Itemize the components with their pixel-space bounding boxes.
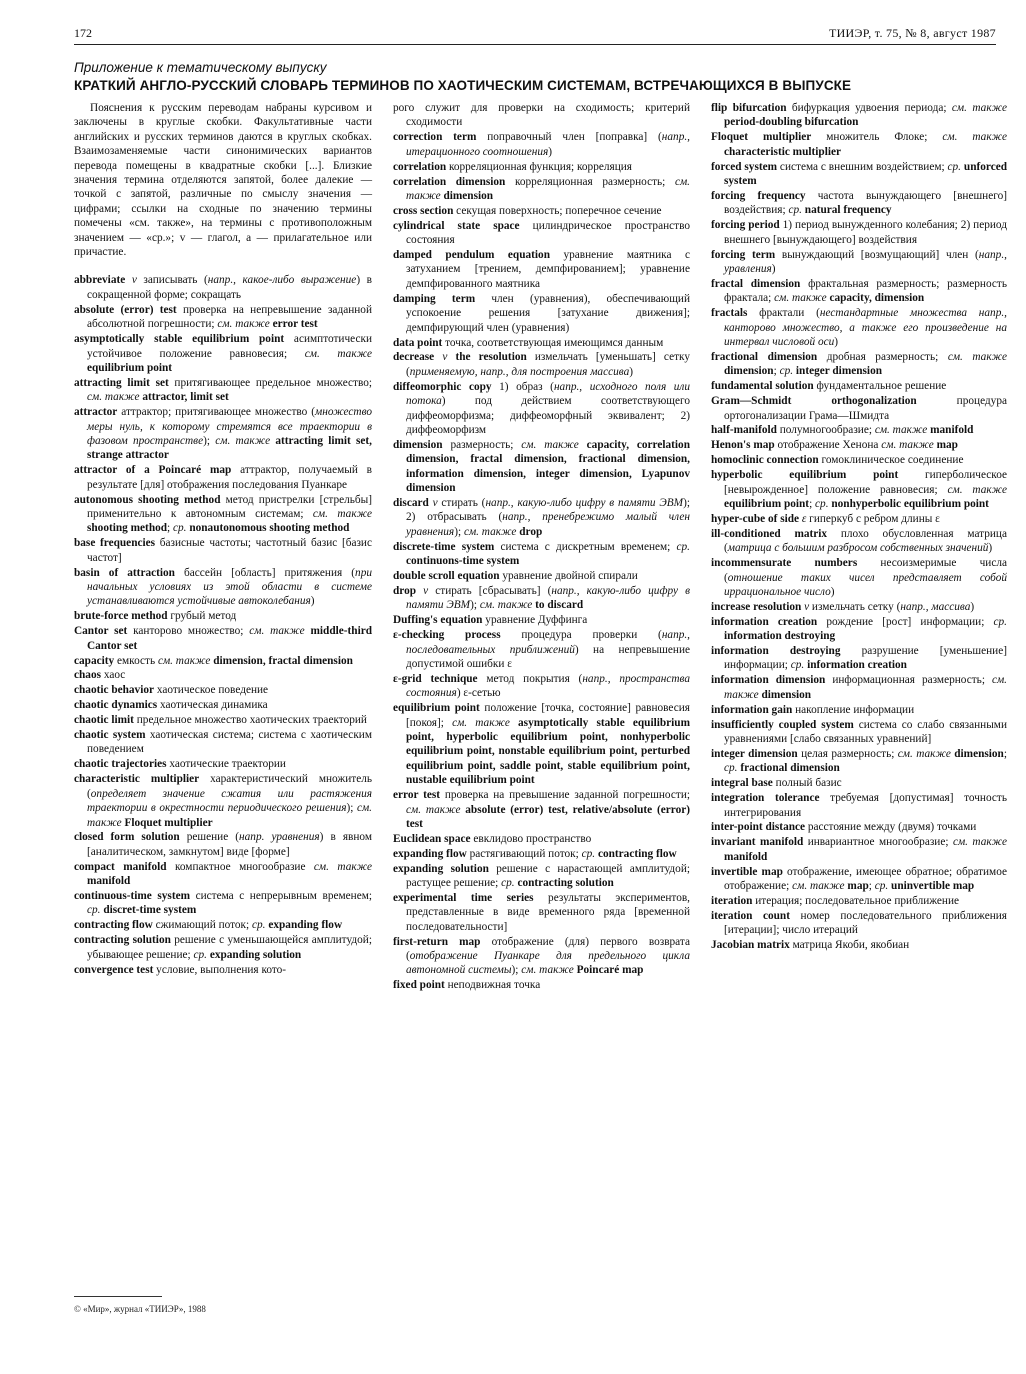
entry-translation: отображение Хенона см. также map: [774, 439, 958, 452]
glossary-entry: [711, 673, 1007, 702]
entry-translation: проверка на превышение заданной погрешности; см. также absolute (error) test, relative/absolute (error) test: [406, 789, 691, 830]
entry-translation: характеристический множитель (определяет значение сжатия или растяжения траектории в окрестности периодического решения); см. также Floquet multiplier: [87, 773, 373, 829]
entry-term: forcing frequency: [711, 189, 806, 202]
glossary-entry: [711, 894, 1007, 908]
entry-term: attracting limit set: [74, 376, 169, 389]
entry-term: fractals: [711, 307, 748, 320]
entry-translation: номер последовательного приближения [итерации]; число итераций: [724, 909, 1007, 937]
entry-term: Gram—Schmidt orthogonalization: [711, 395, 917, 408]
entry-term: correlation dimension: [393, 175, 506, 188]
entry-translation: матрица Якоби, якобиан: [789, 939, 910, 952]
glossary-entry: [74, 376, 372, 405]
entry-term: hyper-cube of side: [711, 512, 800, 525]
footnote-rule: [74, 1296, 162, 1297]
entry-term: hyperbolic equilibrium point: [711, 469, 899, 482]
glossary-entry: [711, 438, 1007, 452]
entry-translation: поправочный член [поправка] (напр., итерационного соотношения): [406, 131, 690, 158]
glossary-entry: [74, 332, 372, 375]
entry-translation: грубый метод: [167, 610, 237, 623]
entry-term: data point: [393, 336, 443, 349]
glossary-entry: [74, 624, 372, 653]
entry-translation: притягивающее предельное множество; см. также attractor, limit set: [87, 376, 372, 404]
entry-translation: условие, выполнения кото-: [153, 963, 287, 976]
glossary-entry: [711, 835, 1007, 864]
entry-term: damped pendulum equation: [393, 249, 550, 262]
entry-term: integer dimension: [711, 747, 798, 760]
entry-term: abbreviate: [74, 274, 126, 287]
entry-term: forcing period: [711, 219, 780, 232]
entry-translation: итерация; последовательное приближение: [752, 894, 960, 907]
entry-translation: несоизмеримые числа (отношение таких чисел представляет собой иррациональное число): [724, 557, 1007, 598]
glossary-entry: [74, 963, 372, 977]
glossary-entry: [393, 832, 690, 846]
glossary-entry: [393, 219, 690, 248]
entry-translation: накопление информации: [792, 703, 915, 716]
glossary-entry: [393, 935, 690, 978]
entry-translation: корреляционная функция; корреляция: [446, 160, 632, 173]
entry-translation: разрушение [уменьшение] информации; ср. information creation: [724, 645, 1007, 672]
entry-translation: гомоклиническое соединение: [818, 454, 964, 467]
entry-translation: рого служит для проверки на сходимость; критерий сходимости: [393, 102, 690, 129]
entry-term: chaotic behavior: [74, 684, 155, 697]
entry-translation: требуемая [допустимая] точность интегрирования: [724, 792, 1007, 819]
entry-translation: измельчать сетку (напр., массива): [809, 600, 975, 613]
entry-term: attractor: [74, 406, 118, 419]
glossary-entry: [74, 728, 372, 757]
glossary-entry: [711, 468, 1007, 511]
entry-term: continuous-time system: [74, 890, 191, 903]
entry-translation: гиперкуб с ребром длины ε: [806, 512, 940, 525]
glossary-entry: [711, 130, 1007, 159]
glossary-entry: [74, 933, 372, 962]
glossary-entry: [711, 350, 1007, 379]
entry-translation: хаос: [101, 669, 126, 682]
entry-term: capacity: [74, 654, 115, 667]
entry-translation: процедура проверки (напр., последовательных приближений) на непревышение допустимой ошибки ε: [406, 629, 691, 670]
entry-term: integral base: [711, 777, 773, 790]
glossary-entry: [393, 438, 690, 496]
entry-term: fractal dimension: [711, 277, 801, 290]
column-2: [393, 101, 690, 993]
glossary-entry: [74, 463, 372, 492]
glossary-entry: [393, 101, 690, 130]
grammar-mark: v: [423, 584, 429, 597]
entry-term: absolute (error) test: [74, 303, 177, 316]
entry-translation: записывать (напр., какое-либо выражение) в сокращенной форме; сокращать: [87, 274, 372, 301]
entry-translation: растягивающий поток; ср. contracting flow: [466, 847, 677, 860]
entry-translation: полный базис: [772, 777, 842, 790]
glossary-entry: [711, 600, 1007, 614]
entry-term: double scroll equation: [393, 570, 500, 582]
glossary-entry: [711, 453, 1007, 467]
glossary-entry: [74, 493, 372, 536]
entry-translation: канторово множество; см. также middle-third Cantor set: [87, 625, 373, 652]
glossary-entry: [711, 423, 1007, 437]
entry-term: discrete-time system: [393, 540, 495, 553]
glossary-entry: [393, 540, 690, 569]
entry-translation: положение [точка, состояние] равновесия [покоя]; см. также asymptotically stable equilibrium point, hyperbolic equilibrium point, nonhyperbolic equilibrium point, nonstable equilibrium point, perturbed equilibrium point, saddle point, stable equilibrium point, nustable equilibrium point: [406, 702, 690, 787]
glossary-entry: [74, 654, 372, 668]
entry-term: Duffing's equation: [393, 614, 483, 627]
entries-column-1: [74, 273, 372, 977]
entry-term: diffeomorphic copy: [393, 380, 492, 393]
column-1: [74, 101, 372, 977]
entry-translation: асимптотически устойчивое положение равновесия; см. также equilibrium point: [87, 333, 372, 374]
entry-term: fundamental solution: [711, 380, 814, 393]
entry-term: Floquet multiplier: [711, 131, 812, 144]
entry-term: experimental time series: [393, 891, 534, 904]
entry-translation: неподвижная точка: [444, 979, 541, 992]
entry-translation: фундаментальное решение: [813, 380, 947, 393]
entry-translation: хаотическая система; система с хаотическим поведением: [87, 729, 372, 756]
glossary-entry: [711, 791, 1007, 820]
glossary-entry: [74, 273, 372, 302]
grammar-mark: v: [432, 496, 438, 509]
entry-translation: стирать [сбрасывать] (напр., какую-либо цифру в памяти ЭВМ); см. также to discard: [406, 584, 690, 612]
glossary-entry: [711, 394, 1007, 423]
entry-translation: аттрактор, получаемый в результате [для] отображения последования Пуанкаре: [87, 464, 372, 491]
entry-term: decrease: [393, 351, 435, 364]
entry-term: cylindrical state space: [393, 219, 520, 232]
entry-translation: уравнение Дуффинга: [482, 614, 588, 627]
entry-term: information destroying: [711, 645, 841, 658]
glossary-entry: [393, 130, 690, 159]
entry-translation: процедура ортогонализации Грама—Шмидта: [724, 395, 1007, 422]
entry-translation: система с внешним воздействием; ср. unforced system: [724, 160, 1008, 188]
glossary-entry: [74, 405, 372, 463]
entry-term: contracting solution: [74, 934, 171, 947]
glossary-entry: [393, 204, 690, 218]
glossary-entry: [393, 701, 690, 787]
entry-term: first-return map: [393, 935, 481, 948]
entry-term: chaotic system: [74, 729, 146, 742]
entry-translation: уравнение маятника с затуханием [трением, демпфированием]; уравнение демпфированного маятника: [406, 249, 690, 290]
entry-term: invariant manifold: [711, 836, 804, 849]
glossary-entry: [74, 757, 372, 771]
entry-translation: цилиндрическое пространство состояния: [406, 219, 690, 247]
entry-term: Jacobian matrix: [711, 939, 790, 952]
glossary-entry: [74, 713, 372, 727]
glossary-entry: [711, 909, 1007, 938]
entry-translation: инвариантное многообразие; см. также manifold: [724, 836, 1007, 863]
entry-term: Henon's map: [711, 439, 775, 452]
entry-term: ε-checking process: [393, 629, 501, 642]
glossary-entry: [393, 292, 690, 335]
entry-term: brute-force method: [74, 610, 168, 623]
entry-translation: метод пристрелки [стрельбы] применительно к автономным системам; см. также shooting method; ср. nonautonomous shooting method: [87, 493, 372, 535]
entry-translation: точка, соответствующая имеющимся данным: [442, 336, 664, 349]
grammar-mark: ε: [801, 512, 807, 525]
glossary-entry: [393, 248, 690, 291]
entry-term: closed form solution: [74, 831, 180, 844]
glossary-entry: [711, 644, 1007, 673]
glossary-entry: [393, 978, 690, 992]
glossary-entry: [393, 175, 690, 204]
glossary-entry: [711, 556, 1007, 599]
entry-term: equilibrium point: [393, 702, 480, 715]
glossary-entry: [711, 718, 1007, 747]
glossary-entry: [74, 536, 372, 565]
entry-term: chaotic trajectories: [74, 758, 167, 771]
entry-term: information creation: [711, 615, 818, 628]
entry-translation: информационная размерность; см. также dimension: [724, 674, 1008, 701]
entry-term: fixed point: [393, 979, 445, 992]
entry-translation: фрактальная размерность; размерность фрактала; см. также capacity, dimension: [724, 277, 1007, 305]
entry-translation: рождение [рост] информации; ср. information destroying: [724, 615, 1007, 643]
glossary-entry: [711, 248, 1007, 277]
glossary-entry: [74, 918, 372, 932]
entry-translation: отображение (для) первого возврата (отображение Пуанкаре для предельного цикла автономной системы); см. также Poincaré map: [406, 935, 690, 977]
entry-translation: система со слабо связанными уравнениями [слабо связанных уравнений]: [724, 718, 1007, 745]
entry-term: invertible map: [711, 865, 783, 878]
entry-term: fractional dimension: [711, 350, 818, 363]
entry-translation: член (уравнения), обеспечивающий успокоение решения [затухание движения]; демпфирующий член (уравнения): [406, 292, 690, 334]
entry-term: Cantor set: [74, 625, 128, 638]
page-number: 172: [74, 26, 92, 40]
entry-term: chaotic limit: [74, 714, 134, 727]
glossary-entry: [393, 336, 690, 350]
glossary-entry: [393, 584, 690, 613]
glossary-entry: [74, 860, 372, 889]
entry-translation: 1) период вынужденного колебания; 2) период внешнего [вынуждающего] воздействия: [724, 219, 1008, 246]
entry-translation: хаотическая динамика: [157, 699, 268, 712]
supplement-label: Приложение к тематическому выпуску: [74, 60, 327, 75]
entry-translation: фрактали (нестандартные множества напр., канторово множество, а также его произведение на интервал числовой оси): [724, 307, 1007, 348]
entry-term: dimension: [393, 438, 443, 451]
entry-translation: секущая поверхность; поперечное сечение: [453, 204, 662, 217]
entry-term: Euclidean space: [393, 832, 471, 845]
entry-term: asymptotically stable equilibrium point: [74, 333, 285, 346]
entries-column-3: [711, 101, 1007, 953]
grammar-mark: v: [804, 600, 810, 613]
column-3: [711, 101, 1007, 953]
glossary-entry: [393, 628, 690, 671]
entry-translation: хаотическое поведение: [154, 684, 269, 697]
entry-translation: уравнение двойной спирали: [499, 570, 638, 582]
entry-term: contracting flow: [74, 919, 153, 932]
entry-translation: множитель Флоке; см. также characteristic multiplier: [724, 131, 1007, 158]
glossary-entry: [711, 218, 1007, 247]
entry-translation: решение с нарастающей амплитудой; растущее решение; ср. contracting solution: [406, 862, 691, 890]
entry-term: incommensurate numbers: [711, 557, 858, 570]
entry-translation: емкость см. также dimension, fractal dimension: [114, 654, 353, 667]
entry-term: integration tolerance: [711, 792, 820, 805]
entries-column-2: [393, 101, 690, 993]
journal-reference: ТИИЭР, т. 75, № 8, август 1987: [828, 26, 996, 40]
glossary-entry: [74, 668, 372, 682]
entry-translation: стирать (напр., какую-либо цифру в памяти ЭВМ); 2) отбрасывать (напр., пренебрежимо малый член уравнения); см. также drop: [406, 496, 690, 538]
grammar-mark: v: [442, 351, 448, 364]
entry-term: autonomous shooting method: [74, 493, 221, 506]
entry-term: base frequencies: [74, 537, 156, 550]
entry-translation: корреляционная размерность; см. также dimension: [406, 175, 690, 202]
glossary-entry: [711, 189, 1007, 218]
glossary-entry: [711, 820, 1007, 834]
entry-translation: базисные частоты; частотный базис [базис частот]: [87, 537, 372, 564]
entry-term: characteristic multiplier: [74, 773, 200, 786]
entry-translation: решение с уменьшающейся амплитудой; убывающее решение; ср. expanding solution: [87, 934, 372, 961]
glossary-entry: [711, 615, 1007, 644]
entry-term: expanding flow: [393, 847, 467, 860]
glossary-entry: [711, 277, 1007, 306]
entry-term: attractor of a Poincaré map: [74, 464, 232, 477]
entry-term: chaos: [74, 669, 101, 682]
entry-term: discard: [393, 496, 429, 509]
entry-term: convergence test: [74, 963, 154, 976]
entry-translation: евклидово пространство: [470, 832, 592, 845]
entry-term: correction term: [393, 131, 477, 144]
glossary-entry: [393, 350, 690, 379]
glossary-entry: [393, 496, 690, 539]
entry-translation: 1) образ (напр., исходного поля или потока) под действием соответствующего диффеоморфизма; диффеоморфный эквивалент; 2) диффеоморфизм: [406, 380, 690, 436]
entry-translation: результаты экспериментов, представленные в виде временного ряда [временной последовательности]: [406, 891, 690, 933]
footnote: © «Мир», журнал «ТИИЭР», 1988: [74, 1304, 206, 1314]
entry-translation: система с дискретным временем; ср. continuons-time system: [406, 540, 690, 568]
entry-translation: целая размерность; см. также dimension; ср. fractional dimension: [724, 747, 1007, 775]
glossary-entry: [711, 776, 1007, 790]
glossary-entry: [393, 613, 690, 627]
glossary-entry: [711, 512, 1007, 526]
entry-translation: решение (напр. уравнения) в явном [аналитическом, замкнутом] виде [форме]: [87, 831, 372, 858]
glossary-entry: [711, 306, 1007, 349]
glossary-entry: [393, 847, 690, 861]
entry-term: information gain: [711, 703, 793, 716]
glossary-entry: [711, 938, 1007, 952]
entry-translation: сжимающий поток; ср. expanding flow: [152, 919, 343, 932]
intro-paragraph: Пояснения к русским переводам набраны курсивом и заключены в круглые скобки. Факультативные части английских и русских терминов даются в круглых скобках. Взаимозаменяемые части синонимических вариантов перевода помещены в квадратные скобки [...]. Близкие значения термина отделяются запятой, более далекие — точкой с запятой, различные по смыслу значения — цифрами; ссылки на сходные по значению термины помечены «см. также», на термины с противоположным значением — «ср.»; v — глагол, a — прилагательное или причастие.: [74, 102, 372, 259]
entry-translation: отображение, имеющее обратное; обратимое отображение; см. также map; ср. uninvertible map: [724, 865, 1007, 893]
glossary-entry: [711, 160, 1007, 189]
glossary-entry: [393, 862, 690, 891]
entry-translation: измельчать [уменьшать] сетку (применяемую, напр., для построения массива): [406, 351, 691, 378]
glossary-entry: [74, 609, 372, 623]
glossary-entry: [74, 889, 372, 918]
glossary-entry: [74, 683, 372, 697]
entry-term: chaotic dynamics: [74, 699, 158, 712]
entry-translation: бассейн [область] притяжения (при начальных условиях из этой области в системе устанавливаются устойчивые автоколебания): [87, 566, 372, 608]
grammar-mark: v: [131, 274, 137, 287]
entry-translation: плохо обусловленная матрица (матрица с большим разбросом собственных значений): [724, 527, 1007, 555]
entry-term: flip bifurcation: [711, 102, 787, 114]
entry-term: drop: [393, 584, 417, 597]
entry-translation: хаотические траектории: [166, 758, 286, 771]
entry-translation: полумногообразие; см. также manifold: [776, 424, 974, 437]
glossary-entry: [393, 672, 690, 701]
entry-translation: предельное множество хаотических траекторий: [133, 714, 367, 727]
entry-term: forced system: [711, 160, 778, 173]
entry-term: forcing term: [711, 248, 776, 261]
entry-term: information dimension: [711, 674, 826, 687]
entry-term: error test: [393, 789, 441, 802]
entry-translation: бифуркация удвоения периода; см. также period-doubling bifurcation: [724, 102, 1007, 129]
entry-term: inter-point distance: [711, 821, 806, 834]
entry-term: homoclinic connection: [711, 454, 819, 467]
entry-term: compact manifold: [74, 860, 167, 873]
entry-translation: гиперболическое [невырожденное] положение равновесия; см. также equilibrium point; ср. nonhyperbolic equilibrium point: [724, 469, 1007, 510]
glossary-entry: [393, 788, 690, 831]
glossary-entry: [393, 160, 690, 174]
entry-term: insufficiently coupled system: [711, 718, 854, 731]
entry-term-cont: the resolution: [455, 351, 527, 364]
glossary-entry: [711, 379, 1007, 393]
glossary-entry: [393, 891, 690, 934]
entry-term: correlation: [393, 160, 447, 173]
entry-translation: дробная размерность; см. также dimension; ср. integer dimension: [724, 350, 1007, 378]
entry-translation: аттрактор; притягивающее множество (множество меры нуль, к которому стремятся все траектории в фазовом пространстве); см. также attracting limit set, strange attractor: [87, 406, 373, 462]
glossary-entry: [74, 566, 372, 609]
entry-term: basin of attraction: [74, 566, 175, 579]
entry-translation: вынуждающий [возмущающий] член (напр., уравления): [724, 248, 1007, 275]
entry-term: iteration: [711, 894, 753, 907]
glossary-entry: [711, 101, 1007, 130]
entry-term: ε-grid technique: [393, 672, 478, 685]
glossary-entry: [393, 380, 690, 438]
entry-term: damping term: [393, 292, 476, 305]
running-header: [74, 24, 996, 45]
glossary-entry: [74, 303, 372, 332]
entry-translation: метод покрытия (напр., пространства состояния) ε-сетью: [406, 672, 690, 700]
entry-term: expanding solution: [393, 862, 489, 875]
entry-translation: проверка на непревышение заданной абсолютной погрешности; см. также error test: [87, 303, 372, 331]
entry-translation: размерность; см. также capacity, correlation dimension, fractal dimension, fractional dimension, information dimension, integer dimension, Lyapunov dimension: [406, 438, 690, 495]
glossary-entry: [711, 747, 1007, 776]
glossary-entry: [74, 698, 372, 712]
entry-translation: частота вынуждающего [внешнего] воздействия; ср. natural frequency: [724, 189, 1007, 217]
entry-translation: расстояние между (двумя) точками: [805, 821, 977, 834]
glossary-entry: [393, 569, 690, 583]
entry-translation: система с непрерывным временем; ср. discret-time system: [87, 890, 372, 917]
entry-term: cross section: [393, 204, 454, 217]
entry-translation: компактное многообразие см. также manifold: [87, 860, 372, 888]
entry-term: iteration count: [711, 909, 790, 922]
glossary-title: КРАТКИЙ АНГЛО-РУССКИЙ СЛОВАРЬ ТЕРМИНОВ ПО ХАОТИЧЕСКИМ СИСТЕМАМ, ВСТРЕЧАЮЩИХСЯ В ВЫПУСКЕ: [74, 78, 852, 93]
entry-term: half-manifold: [711, 424, 777, 437]
glossary-entry: [711, 703, 1007, 717]
glossary-entry: [711, 865, 1007, 894]
entry-term: ill-conditioned matrix: [711, 527, 828, 540]
glossary-entry: [74, 830, 372, 859]
entry-term: increase resolution: [711, 600, 802, 613]
glossary-entry: [74, 772, 372, 830]
glossary-entry: [711, 527, 1007, 556]
